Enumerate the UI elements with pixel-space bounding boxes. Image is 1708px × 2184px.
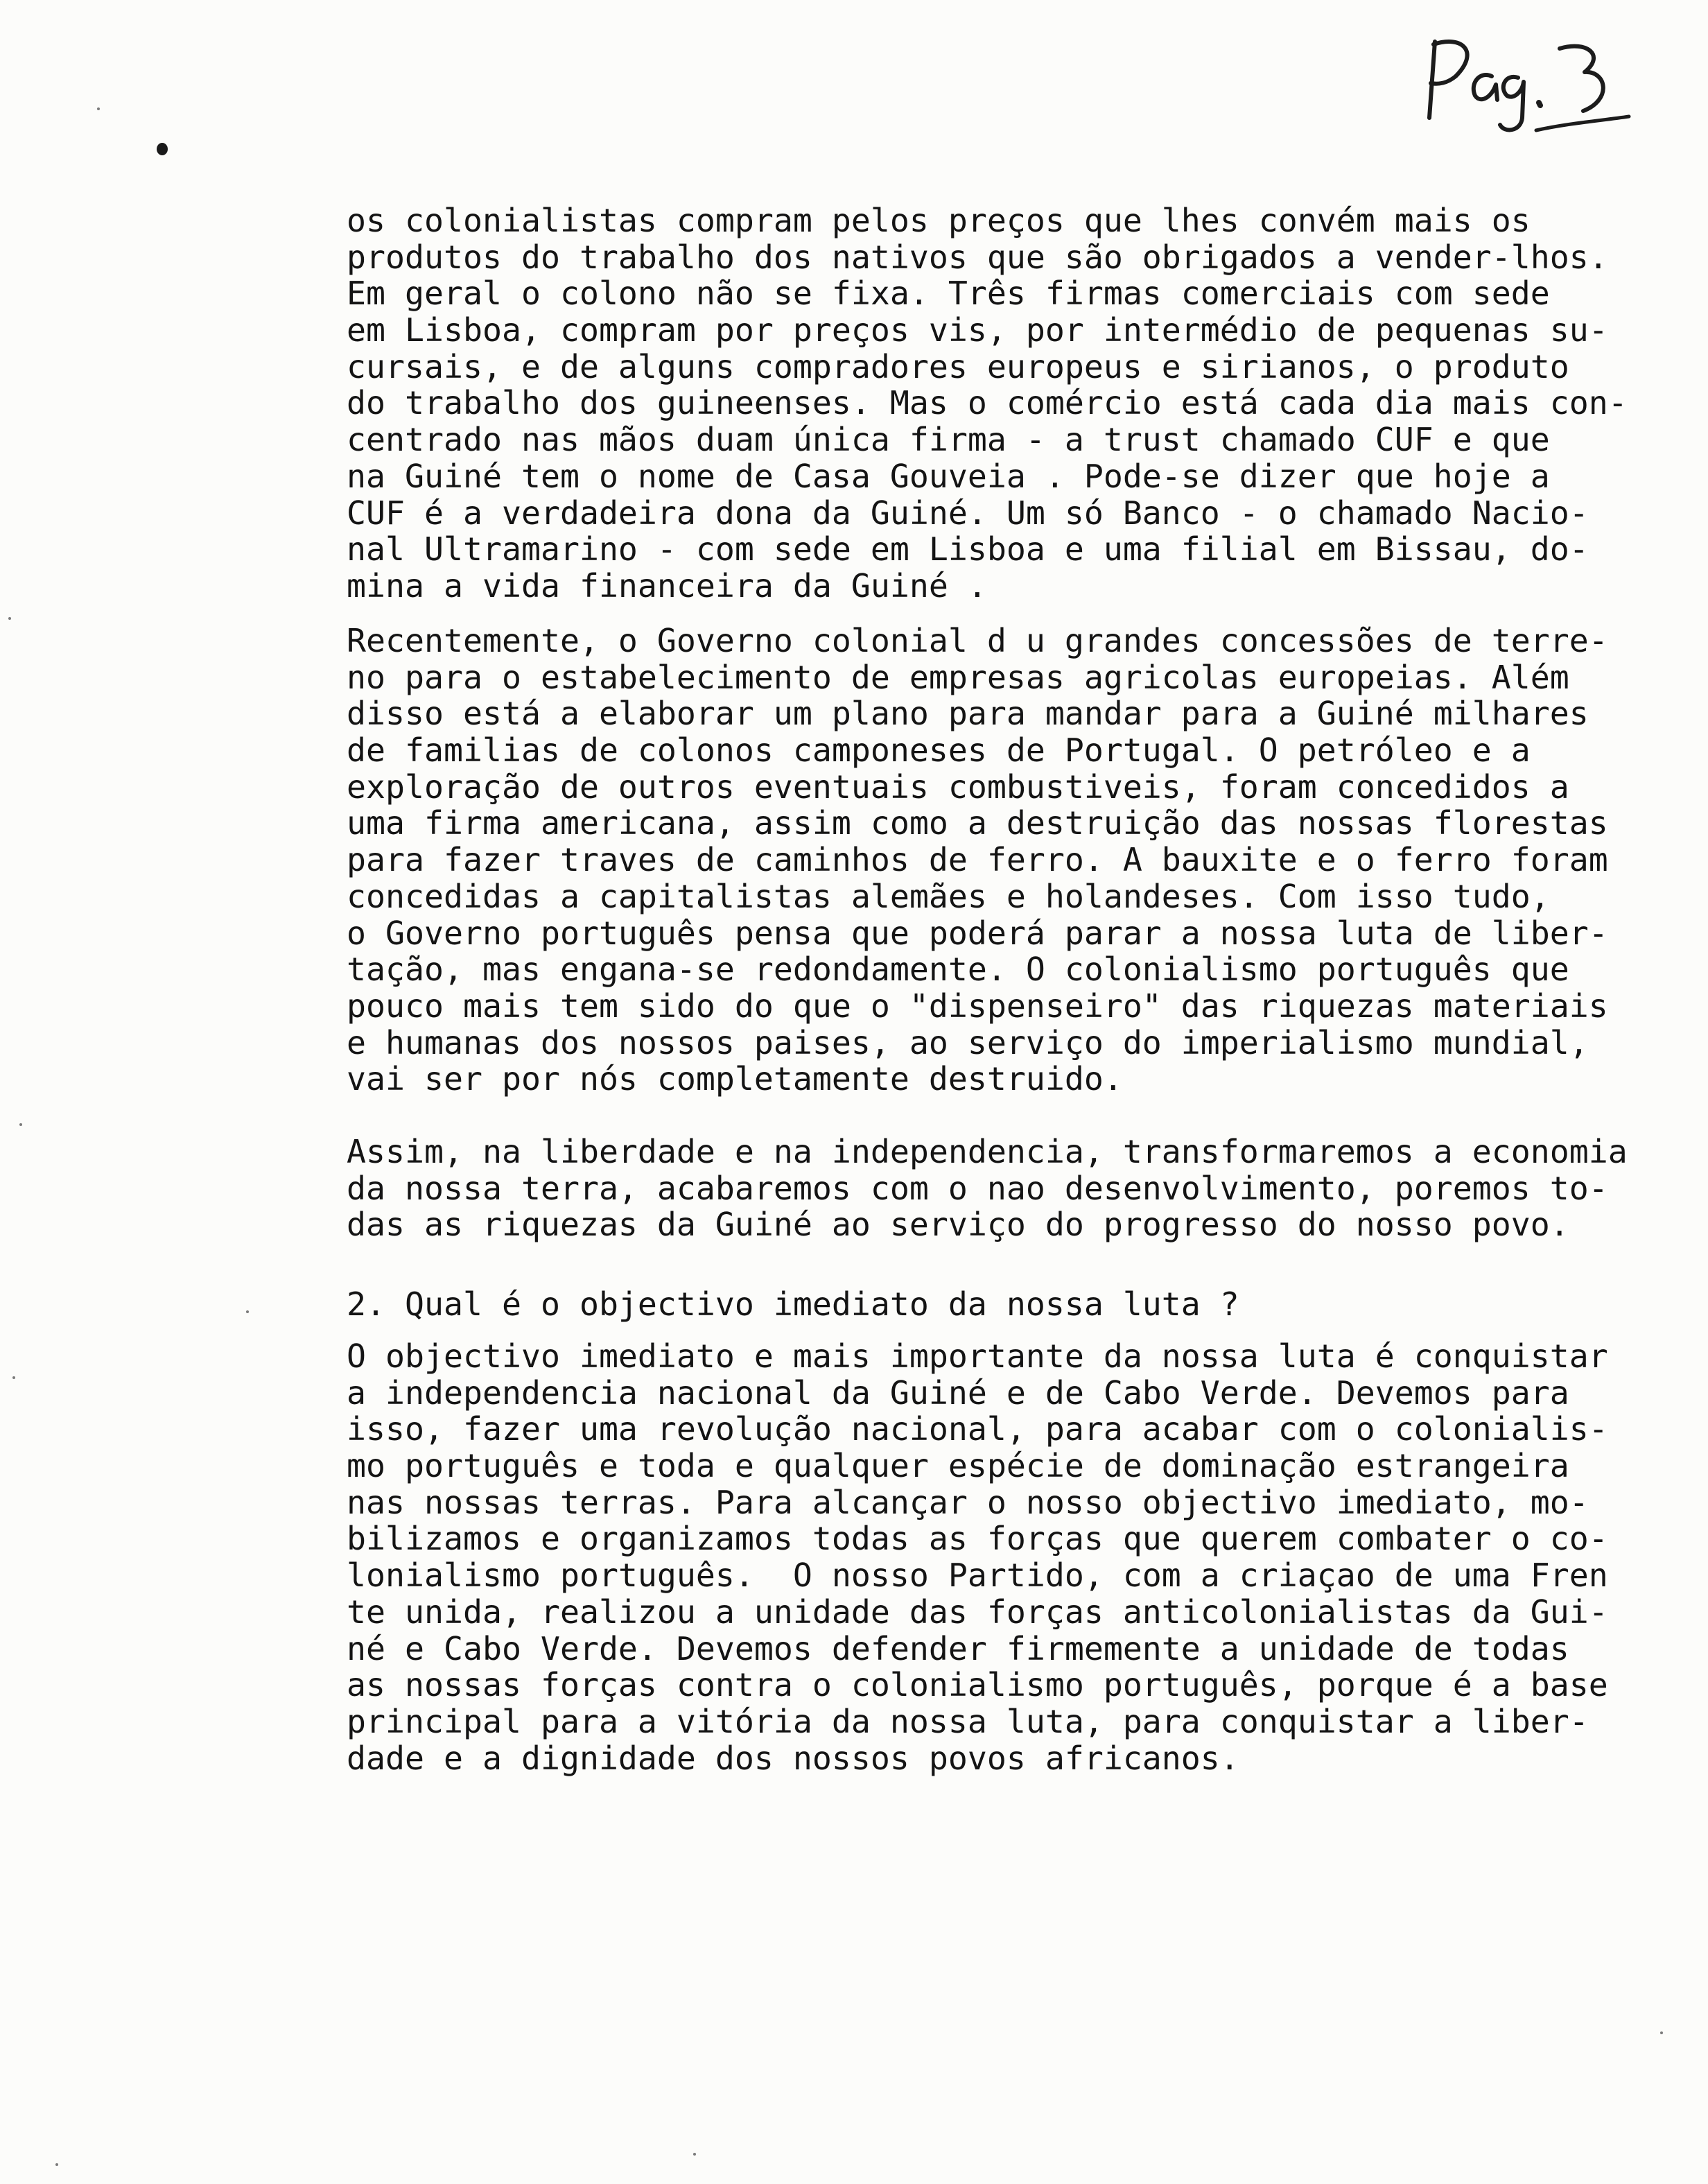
text-line: CUF é a verdadeira dona da Guiné. Um só Banco - o chamado Nacio- <box>347 494 1589 532</box>
text-line: a independencia nacional da Guiné e de Cabo Verde. Devemos para <box>347 1373 1569 1412</box>
scan-speck <box>12 1376 15 1379</box>
text-line: no para o estabelecimento de empresas agricolas europeias. Além <box>347 658 1569 696</box>
text-line: O objectivo imediato e mais importante da nossa luta é conquistar <box>347 1337 1608 1375</box>
text-line: as nossas forças contra o colonialismo português, porque é a base <box>347 1666 1608 1704</box>
text-line: bilizamos e organizamos todas as forças que querem combater o co- <box>347 1520 1608 1558</box>
paragraph-immediate-objective <box>347 1338 1678 1776</box>
text-line: Assim, na liberdade e na independencia, transformaremos a economia <box>347 1133 1628 1170</box>
text-line: os colonialistas compram pelos preços que lhes convém mais os <box>347 202 1531 239</box>
heading-text: 2. Qual é o objectivo imediato da nossa luta ? <box>347 1285 1239 1323</box>
text-line: uma firma americana, assim como a destruição das nossas florestas <box>347 804 1608 842</box>
text-line: né e Cabo Verde. Devemos defender firmemente a unidade de todas <box>347 1629 1569 1667</box>
scan-speck <box>55 2163 58 2166</box>
scan-speck <box>1660 2031 1663 2034</box>
text-line: centrado nas mãos duam única firma - a trust chamado CUF e que <box>347 421 1550 459</box>
text-line: da nossa terra, acabaremos com o nao desenvolvimento, poremos to- <box>347 1169 1608 1207</box>
text-line: mina a vida financeira da Guiné . <box>347 566 987 605</box>
text-line: e humanas dos nossos paises, ao serviço do imperialismo mundial, <box>347 1023 1589 1061</box>
text-line: em Lisboa, compram por preços vis, por intermédio de pequenas su- <box>347 311 1608 349</box>
text-line: Em geral o colono não se fixa. Três firmas comerciais com sede <box>347 275 1550 313</box>
text-line: exploração de outros eventuais combustiveis, foram concedidos a <box>347 768 1569 806</box>
paragraph-independence <box>347 1134 1678 1243</box>
text-line: produtos do trabalho dos nativos que são obrigados a vender-lhos. <box>347 238 1608 276</box>
paragraph-concessions <box>347 623 1678 1098</box>
text-line: isso, fazer uma revolução nacional, para acabar com o colonialis- <box>347 1410 1608 1448</box>
handwritten-page-number <box>1414 28 1636 139</box>
text-line: pouco mais tem sido do que o "dispenseiro" das riquezas materiais <box>347 987 1608 1025</box>
scan-speck <box>19 1123 22 1126</box>
text-line: cursais, e de alguns compradores europeus e sirianos, o produto <box>347 347 1569 385</box>
text-line: das as riquezas da Guiné ao serviço do progresso do nosso povo. <box>347 1206 1569 1244</box>
text-line: na Guiné tem o nome de Casa Gouveia . Pode-se dizer que hoje a <box>347 457 1550 495</box>
text-line: mo português e toda e qualquer espécie de dominação estrangeira <box>347 1447 1569 1485</box>
text-line: de familias de colonos camponeses de Portugal. O petróleo e a <box>347 731 1531 770</box>
text-line: nal Ultramarino - com sede em Lisboa e uma filial em Bissau, do- <box>347 530 1589 569</box>
text-line: vai ser por nós completamente destruido. <box>347 1060 1123 1098</box>
text-line: para fazer traves de caminhos de ferro. A bauxite e o ferro foram <box>347 841 1608 879</box>
text-line: lonialismo português. O nosso Partido, com a criaçao de uma Fren <box>347 1557 1608 1595</box>
scan-speck <box>8 617 11 620</box>
text-line: dade e a dignidade dos nossos povos africanos. <box>347 1739 1239 1777</box>
punch-hole-dot <box>157 143 168 155</box>
text-line: tação, mas engana-se redondamente. O colonialismo português que <box>347 951 1569 989</box>
scan-speck <box>693 2153 696 2156</box>
text-line: o Governo português pensa que poderá parar a nossa luta de liber- <box>347 914 1608 952</box>
section-heading <box>347 1286 1678 1323</box>
text-line: principal para a vitória da nossa luta, para conquistar a liber- <box>347 1702 1589 1740</box>
handwritten-page-number-drawing <box>1414 28 1636 139</box>
scan-speck <box>246 1310 249 1313</box>
text-line: te unida, realizou a unidade das forças anticolonialistas da Gui- <box>347 1593 1608 1631</box>
text-line: disso está a elaborar um plano para mandar para a Guiné milhares <box>347 695 1589 733</box>
text-line: concedidas a capitalistas alemães e holandeses. Com isso tudo, <box>347 877 1550 915</box>
paragraph-commerce-control <box>347 202 1678 605</box>
text-line: Recentemente, o Governo colonial d u grandes concessões de terre- <box>347 622 1608 659</box>
text-line: do trabalho dos guineenses. Mas o comércio está cada dia mais con- <box>347 384 1628 422</box>
text-line: nas nossas terras. Para alcançar o nosso objectivo imediato, mo- <box>347 1483 1589 1521</box>
scan-speck <box>97 107 100 110</box>
